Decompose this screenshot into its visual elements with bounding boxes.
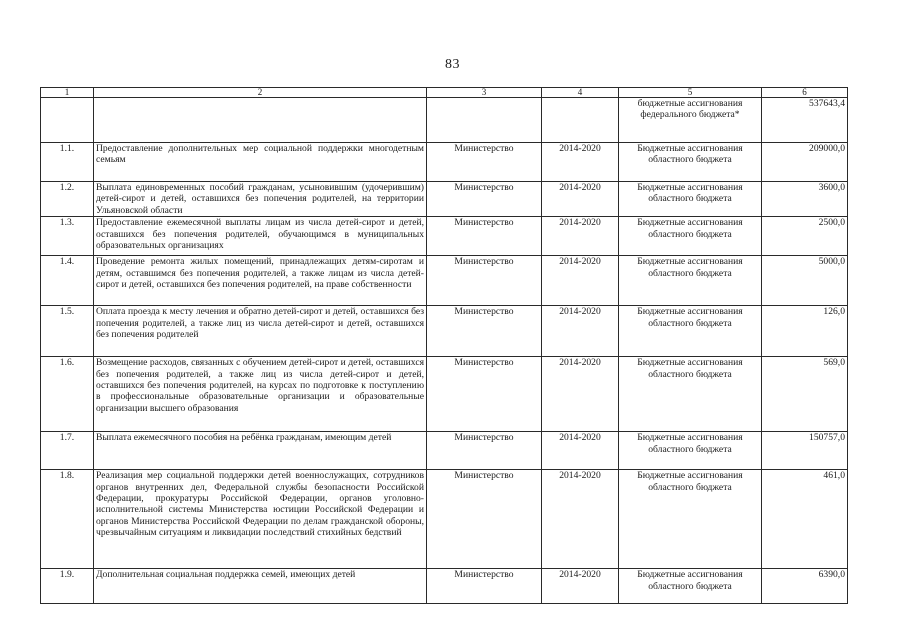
column-header: 1: [41, 88, 94, 98]
column-number-row: [41, 88, 848, 98]
row-executor: Министерство: [427, 569, 542, 604]
row-funding-source: Бюджетные ассигнования областного бюджета: [619, 357, 762, 432]
row-description: Предоставление ежемесячной выплаты лицам из числа детей-сирот и детей, оставшихся без попечения родителей, обучающимся в муниципальных образовательных организациях: [94, 217, 427, 256]
row-period: 2014-2020: [542, 143, 619, 182]
table-row: [41, 470, 848, 569]
row-period: 2014-2020: [542, 569, 619, 604]
row-period: 2014-2020: [542, 470, 619, 569]
row-executor: Министерство: [427, 182, 542, 217]
table-row: [41, 217, 848, 256]
row-executor: Министерство: [427, 470, 542, 569]
row-period: 2014-2020: [542, 182, 619, 217]
row-executor: Министерство: [427, 217, 542, 256]
row-funding-source: бюджетные ассигнования федерального бюджета*: [619, 98, 762, 143]
row-description: Выплата единовременных пособий гражданам, усыновившим (удочерившим) детей-сирот и детей, оставшихся без попечения родителей, на территории Ульяновской области: [94, 182, 427, 217]
row-description: Возмещение расходов, связанных с обучением детей-сирот и детей, оставшихся без попечения родителей, а также лиц из числа детей-сирот и детей, оставшихся без попечения родителей, на курсах по подготовке к поступлению в профессиональные образовательные организации и образовательные организации высшего образования: [94, 357, 427, 432]
row-number: 1.5.: [41, 306, 94, 357]
row-number: 1.7.: [41, 432, 94, 470]
row-period: 2014-2020: [542, 357, 619, 432]
table-row: [41, 182, 848, 217]
row-description: Оплата проезда к месту лечения и обратно детей-сирот и детей, оставшихся без попечения родителей, а также лиц из числа детей-сирот и детей, оставшихся без попечения родителей: [94, 306, 427, 357]
row-funding-source: Бюджетные ассигнования областного бюджета: [619, 143, 762, 182]
row-amount: 2500,0: [762, 217, 848, 256]
row-funding-source: Бюджетные ассигнования областного бюджета: [619, 182, 762, 217]
column-header: 4: [542, 88, 619, 98]
row-executor: [427, 98, 542, 143]
row-amount: 6390,0: [762, 569, 848, 604]
row-amount: 150757,0: [762, 432, 848, 470]
row-amount: 5000,0: [762, 256, 848, 306]
program-table: [40, 87, 848, 604]
row-description: Реализация мер социальной поддержки детей военнослужащих, сотрудников органов внутренних дел, Федеральной службы безопасности Российской Федерации, прокуратуры Российской Федерации, органов уголовно-исполнительной системы Министерства юстиции Российской Федерации и органов Министерства Российской Федерации по делам гражданской обороны, чрезвычайным ситуациям и ликвидации последствий стихийных бедствий: [94, 470, 427, 569]
row-period: 2014-2020: [542, 217, 619, 256]
row-funding-source: Бюджетные ассигнования областного бюджета: [619, 217, 762, 256]
row-funding-source: Бюджетные ассигнования областного бюджета: [619, 569, 762, 604]
row-executor: Министерство: [427, 256, 542, 306]
row-number: [41, 98, 94, 143]
table-row: [41, 306, 848, 357]
row-number: 1.8.: [41, 470, 94, 569]
row-description: [94, 98, 427, 143]
row-amount: 209000,0: [762, 143, 848, 182]
row-amount: 126,0: [762, 306, 848, 357]
row-number: 1.4.: [41, 256, 94, 306]
row-amount: 3600,0: [762, 182, 848, 217]
column-header: 6: [762, 88, 848, 98]
row-description: Проведение ремонта жилых помещений, принадлежащих детям-сиротам и детям, оставшимся без попечения родителей, а также лицам из числа детей-сирот и детей, оставшихся без попечения родителей, на праве собственности: [94, 256, 427, 306]
row-number: 1.9.: [41, 569, 94, 604]
table-row: [41, 98, 848, 143]
table-row: [41, 143, 848, 182]
row-amount: 569,0: [762, 357, 848, 432]
row-amount: 461,0: [762, 470, 848, 569]
row-description: Выплата ежемесячного пособия на ребёнка гражданам, имеющим детей: [94, 432, 427, 470]
row-period: 2014-2020: [542, 256, 619, 306]
table-row: [41, 256, 848, 306]
row-funding-source: Бюджетные ассигнования областного бюджета: [619, 432, 762, 470]
row-number: 1.1.: [41, 143, 94, 182]
column-header: 3: [427, 88, 542, 98]
row-funding-source: Бюджетные ассигнования областного бюджета: [619, 256, 762, 306]
column-header: 5: [619, 88, 762, 98]
row-executor: Министерство: [427, 306, 542, 357]
row-number: 1.2.: [41, 182, 94, 217]
column-header: 2: [94, 88, 427, 98]
row-period: 2014-2020: [542, 306, 619, 357]
row-amount: 537643,4: [762, 98, 848, 143]
row-number: 1.3.: [41, 217, 94, 256]
row-funding-source: Бюджетные ассигнования областного бюджета: [619, 470, 762, 569]
row-executor: Министерство: [427, 432, 542, 470]
row-funding-source: Бюджетные ассигнования областного бюджета: [619, 306, 762, 357]
row-executor: Министерство: [427, 143, 542, 182]
table-row: [41, 432, 848, 470]
row-description: Предоставление дополнительных мер социальной поддержки многодетным семьям: [94, 143, 427, 182]
table-row: [41, 569, 848, 604]
row-period: [542, 98, 619, 143]
row-period: 2014-2020: [542, 432, 619, 470]
row-description: Дополнительная социальная поддержка семей, имеющих детей: [94, 569, 427, 604]
page-number: 83: [445, 57, 460, 72]
table-row: [41, 357, 848, 432]
row-executor: Министерство: [427, 357, 542, 432]
row-number: 1.6.: [41, 357, 94, 432]
